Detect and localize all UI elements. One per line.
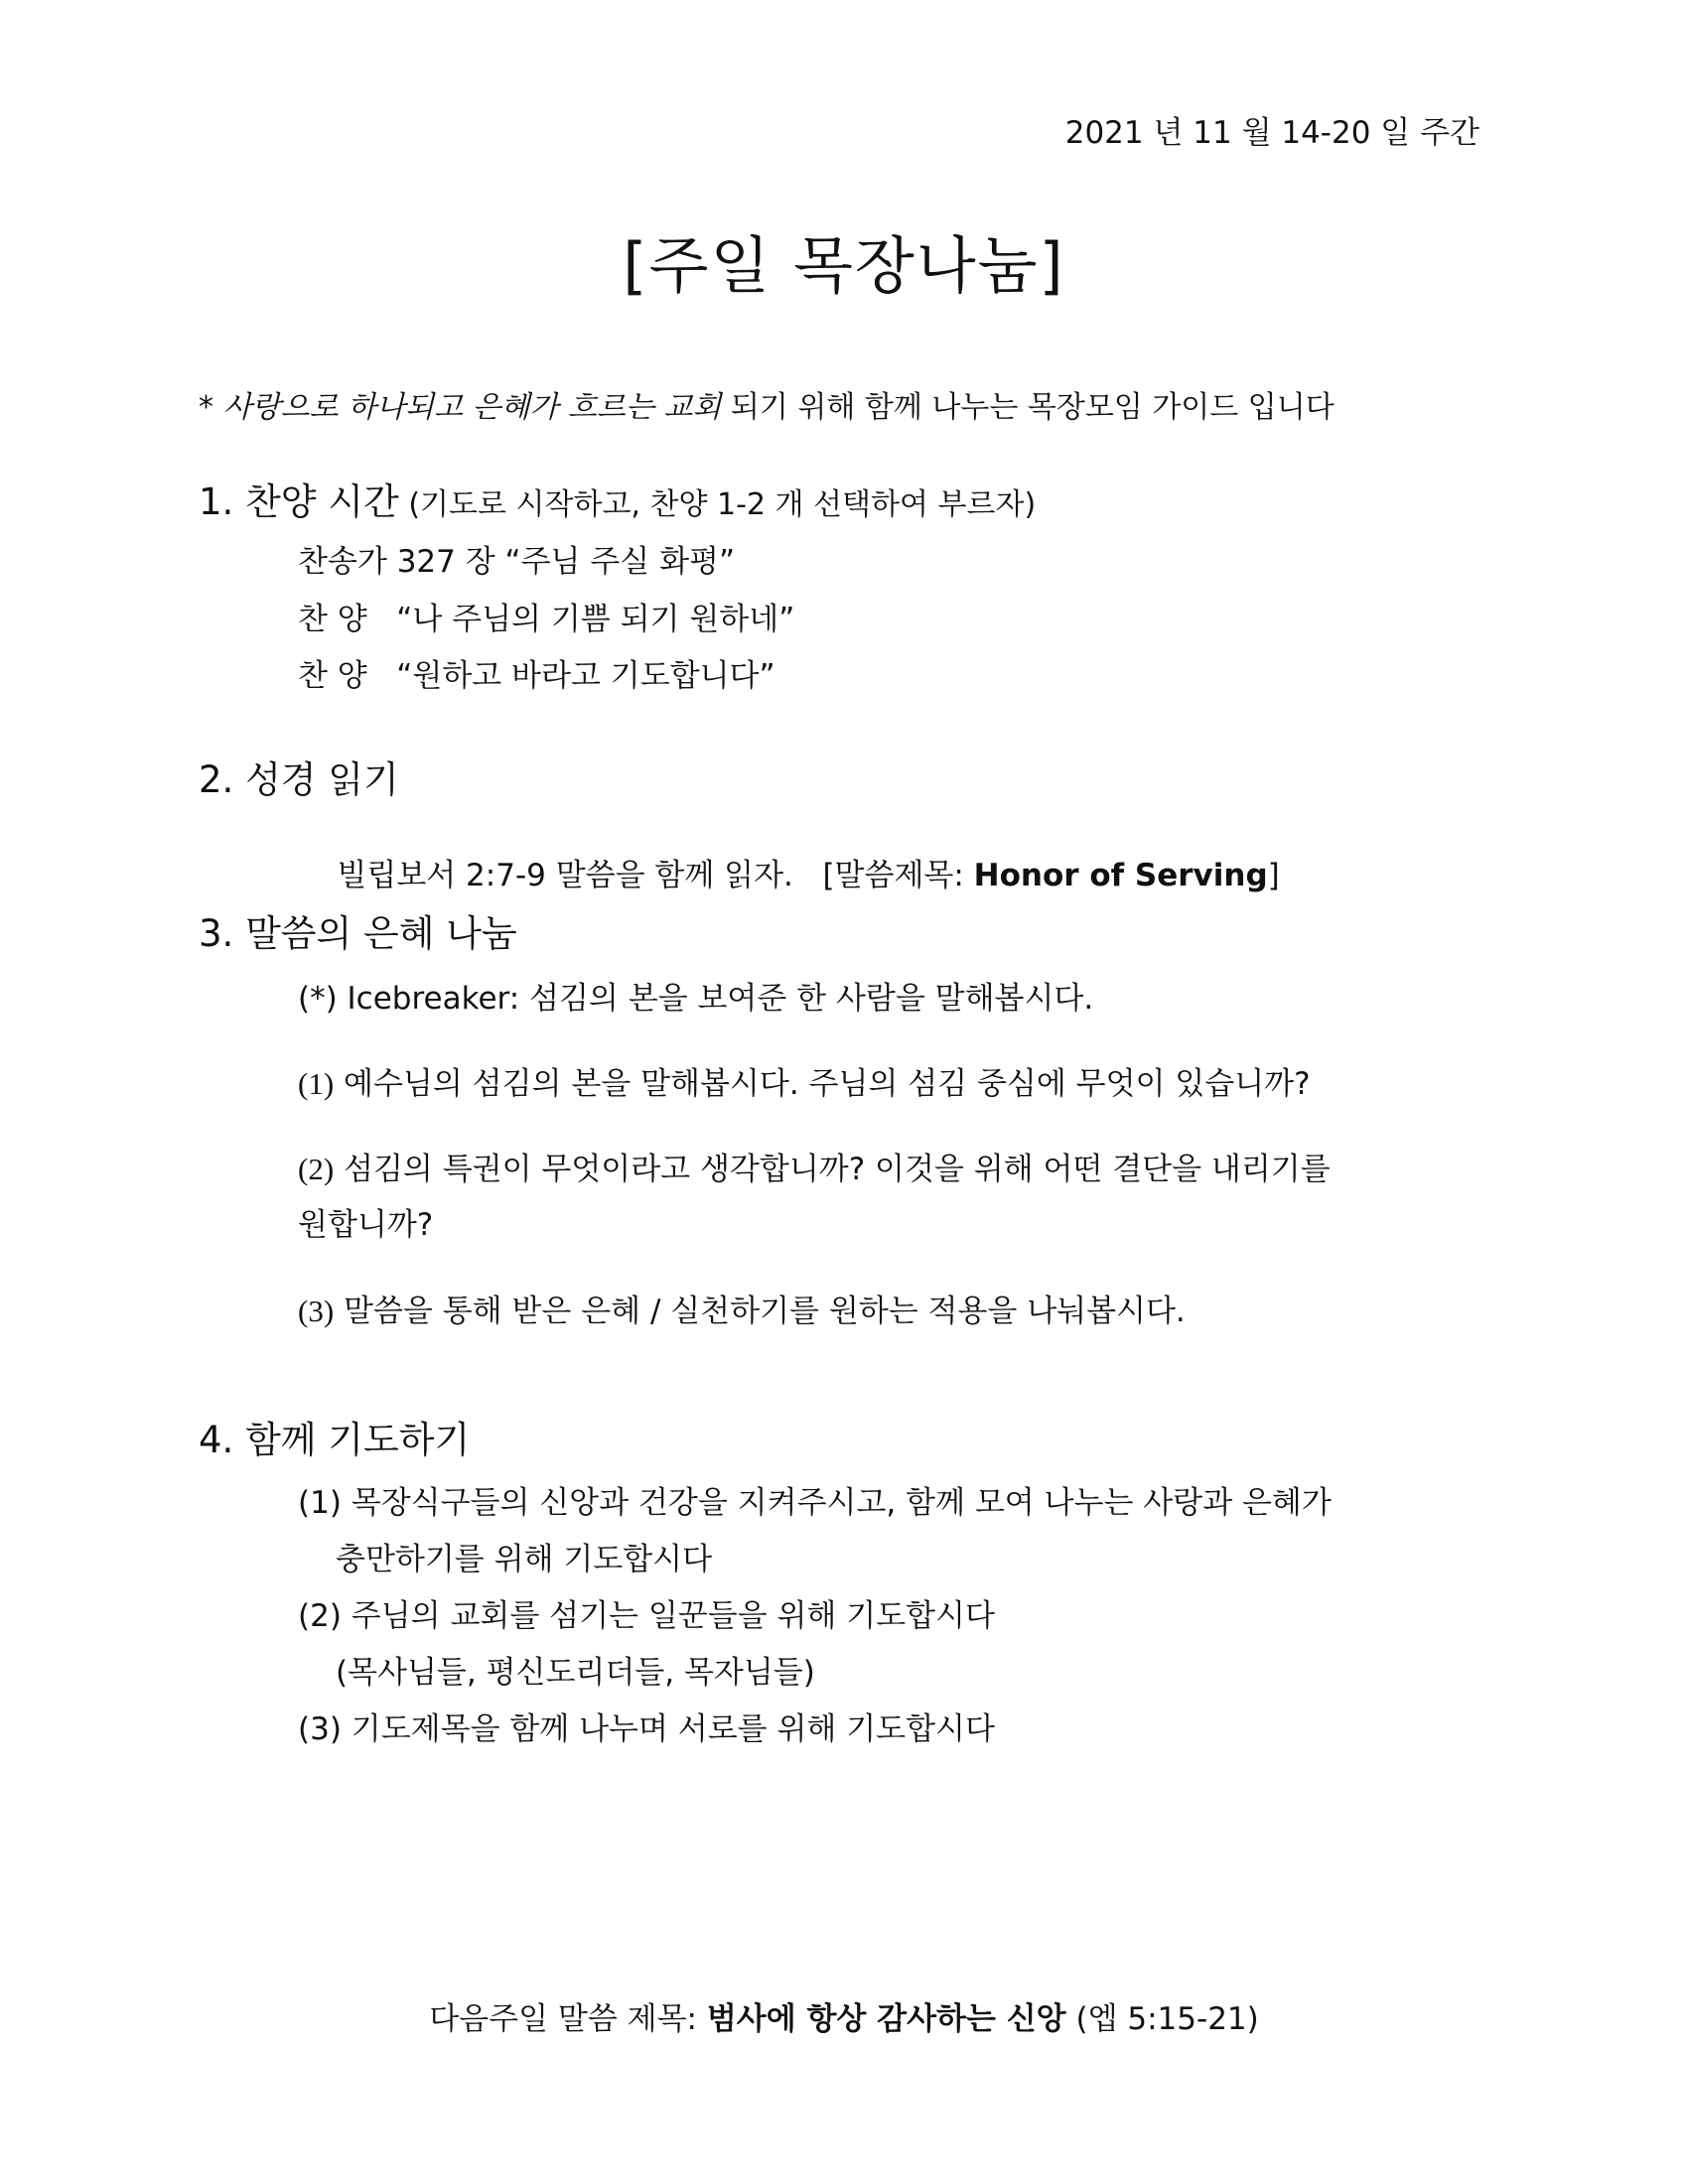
intro-line bbox=[199, 382, 1335, 426]
question-2-continued: 원합니까? bbox=[298, 1207, 434, 1243]
question-text: 예수님의 섬김의 본을 말해봅시다. 주님의 섬김 중심에 무엇이 있습니까? bbox=[334, 1066, 1311, 1102]
prayer-item-continued: 충만하기를 위해 기도합시다 bbox=[336, 1542, 713, 1577]
section-1-heading bbox=[199, 472, 1036, 525]
question-number: (2) bbox=[298, 1152, 335, 1186]
question-text: 말씀을 통해 받은 은혜 / 실천하기를 원하는 적용을 나눠봅시다. bbox=[334, 1294, 1186, 1329]
question-2 bbox=[298, 1144, 1331, 1188]
question-1 bbox=[298, 1058, 1311, 1103]
section-1-title: 1. 찬양 시간 bbox=[199, 480, 399, 523]
section-3-heading: 3. 말씀의 은혜 나눔 bbox=[199, 912, 517, 955]
next-sermon-title: 범사에 항상 감사하는 신앙 bbox=[706, 2001, 1066, 2037]
section-2-heading: 2. 성경 읽기 bbox=[199, 758, 399, 801]
question-3 bbox=[298, 1286, 1186, 1330]
section-4-heading: 4. 함께 기도하기 bbox=[199, 1419, 471, 1461]
reading-text: 빌립보서 2:7-9 말씀을 함께 읽자. [말씀제목: bbox=[337, 858, 974, 893]
footer-prefix: 다음주일 말씀 제목: bbox=[429, 2001, 707, 2037]
icebreaker: (*) Icebreaker: 섬김의 본을 보여준 한 사람을 말해봅시다. bbox=[298, 981, 1094, 1017]
song-item: 찬 양 “나 주님의 기쁨 되기 원하네” bbox=[298, 602, 795, 637]
intro-prefix: * bbox=[199, 390, 223, 425]
question-text: 섬김의 특권이 무엇이라고 생각합니까? 이것을 위해 어떤 결단을 내리기를 bbox=[334, 1152, 1331, 1187]
prayer-item: (2) 주님의 교회를 섬기는 일꾼들을 위해 기도합시다 bbox=[298, 1598, 995, 1634]
intro-rest: 되기 위해 함께 나누는 목장모임 가이드 입니다 bbox=[721, 390, 1335, 425]
page-title: [주일 목장나눔] bbox=[623, 229, 1065, 302]
prayer-item-continued: (목사님들, 평신도리더들, 목자님들) bbox=[336, 1655, 815, 1691]
section-1-note: (기도로 시작하고, 찬양 1-2 개 선택하여 부르자) bbox=[398, 487, 1037, 522]
prayer-item: (3) 기도제목을 함께 나누며 서로를 위해 기도합시다 bbox=[298, 1711, 995, 1747]
song-item: 찬 양 “원하고 바라고 기도합니다” bbox=[298, 658, 775, 694]
reading-close: ] bbox=[1267, 858, 1280, 893]
next-sermon-reference: (엡 5:15-21) bbox=[1065, 2001, 1259, 2037]
question-number: (1) bbox=[298, 1066, 335, 1101]
question-number: (3) bbox=[298, 1294, 335, 1328]
date-range: 2021 년 11 월 14-20 일 주간 bbox=[1064, 115, 1479, 151]
song-item: 찬송가 327 장 “주님 주실 화평” bbox=[298, 544, 736, 580]
next-week-sermon bbox=[0, 1993, 1688, 2038]
sermon-title: Honor of Serving bbox=[973, 858, 1268, 893]
intro-church-motto: 사랑으로 하나되고 은혜가 흐르는 교회 bbox=[222, 390, 722, 425]
prayer-item: (1) 목장식구들의 신앙과 건강을 지켜주시고, 함께 모여 나누는 사랑과 은혜가 bbox=[298, 1485, 1332, 1521]
